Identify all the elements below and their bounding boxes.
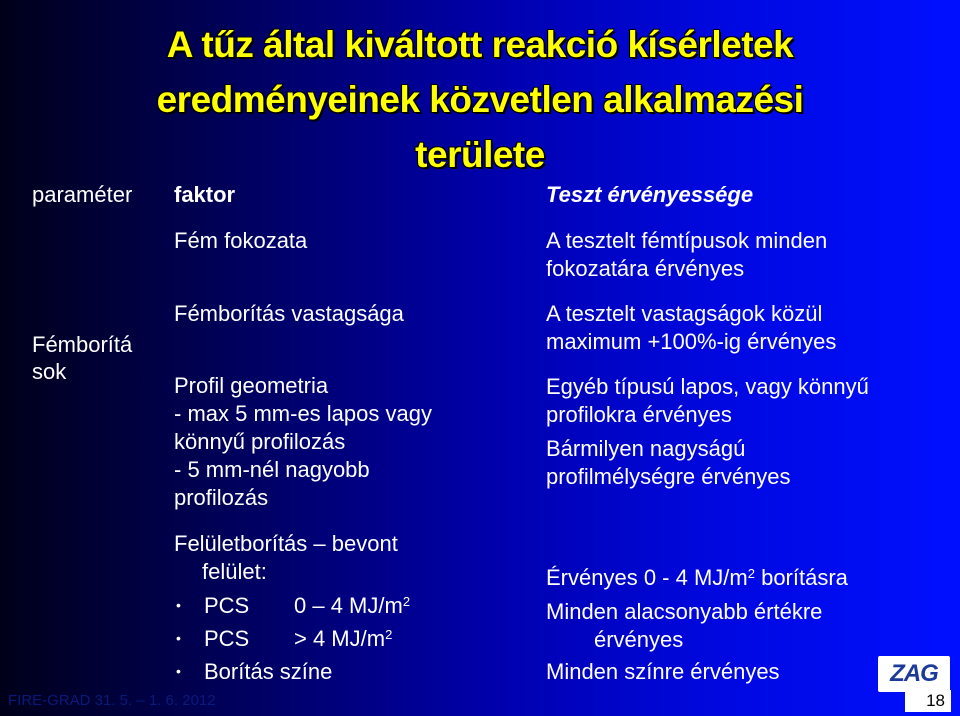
- validity-profile-line-4: profilmélységre érvényes: [546, 464, 791, 489]
- validity-coating-line-4: Minden színre érvényes: [546, 659, 780, 684]
- validity-thickness-line-2: maximum +100%-ig érvényes: [546, 329, 837, 354]
- validity-thickness-line-1: A tesztelt vastagságok közül: [546, 301, 823, 326]
- factor-profile-line-1: Profil geometria: [174, 373, 329, 398]
- validity-metal-grade-line-2: fokozatára érvényes: [546, 256, 745, 281]
- validity-profile-line-3: Bármilyen nagyságú: [546, 436, 746, 461]
- header-factor: faktor: [174, 182, 236, 207]
- validity-metal-grade-line-1: A tesztelt fémtípusok minden: [546, 228, 828, 253]
- validity-coating-line-2: Minden alacsonyabb értékre: [546, 599, 823, 624]
- factor-metal-grade: Fém fokozata: [174, 228, 308, 253]
- coating-colour-label: Borítás színe: [204, 659, 333, 684]
- factor-profile-line-2: - max 5 mm-es lapos vagy: [174, 401, 432, 426]
- factor-coating-line-2: felület:: [202, 559, 267, 584]
- pcs-value-1: 0 – 4 $MJ/m^2$: [294, 593, 411, 618]
- parameter-label-line-2: sok: [32, 359, 67, 384]
- validity-coating-line-1: Érvényes 0 - 4 $MJ/m^2$ borításra: [546, 565, 848, 590]
- validity-profile-line-2: profilokra érvényes: [546, 402, 732, 427]
- pcs-label-2: PCS: [204, 626, 250, 651]
- slide-title-line-1: A tűz által kiváltott reakció kísérletek: [166, 24, 794, 65]
- factor-cladding-thickness: Fémborítás vastagsága: [174, 301, 404, 326]
- pcs-label-1: PCS: [204, 593, 250, 618]
- slide-title-line-3: területe: [415, 134, 545, 175]
- zag-logo: ZAG: [878, 656, 950, 692]
- factor-profile-line-3: könnyű profilozás: [174, 429, 346, 454]
- header-parameter: paraméter: [32, 182, 133, 207]
- page-number: 18: [905, 690, 951, 712]
- pcs-value-2: > 4 $MJ/m^2$: [294, 626, 393, 651]
- bullet-icon: •: [176, 597, 181, 613]
- slide-title-line-2: eredményeinek közvetlen alkalmazési: [156, 79, 804, 120]
- bullet-icon: •: [176, 630, 181, 646]
- validity-profile-line-1: Egyéb típusú lapos, vagy könnyű: [546, 374, 869, 399]
- header-validity: Teszt érvényessége: [546, 182, 754, 207]
- bullet-icon: •: [176, 663, 181, 679]
- factor-profile-line-4: - 5 mm-nél nagyobb: [174, 457, 370, 482]
- footer-text: FIRE-GRAD 31. 5. – 1. 6. 2012: [8, 692, 216, 709]
- factor-coating-line-1: Felületborítás – bevont: [174, 531, 398, 556]
- validity-coating-line-3: érvényes: [594, 627, 684, 652]
- parameter-label-line-1: Fémborítá: [32, 332, 133, 357]
- factor-profile-line-5: profilozás: [174, 485, 269, 510]
